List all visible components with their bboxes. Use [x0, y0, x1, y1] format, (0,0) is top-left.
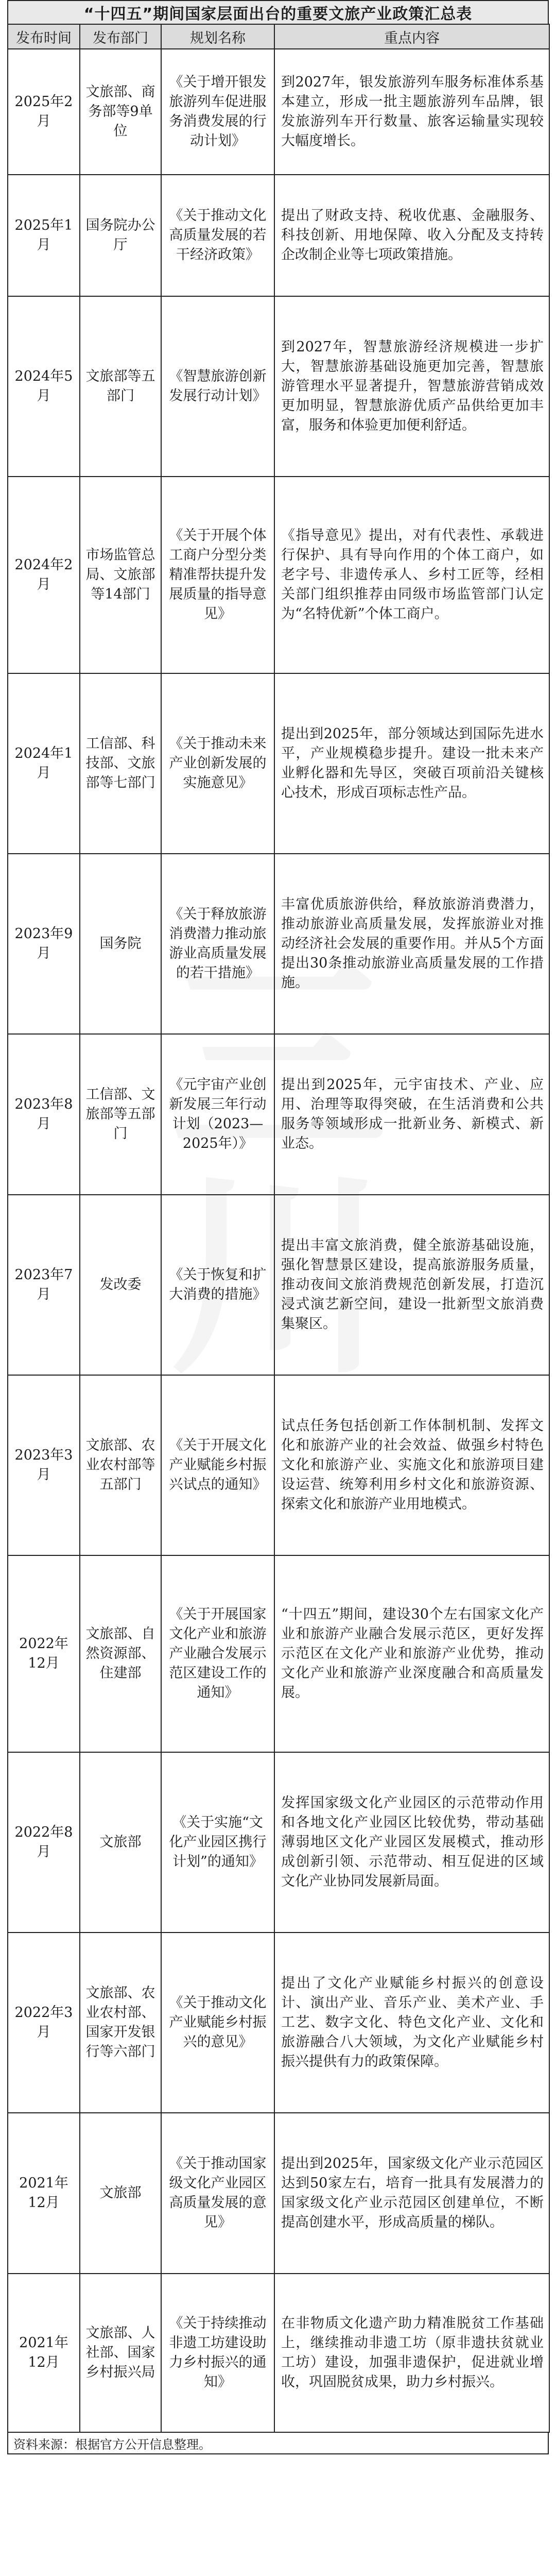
data-source-note: 资料来源：根据官方公开信息整理。 — [7, 2433, 549, 2454]
cell-date: 2024年2月 — [8, 477, 80, 673]
header-dept: 发布部门 — [80, 24, 161, 49]
cell-date: 2023年3月 — [8, 1375, 80, 1555]
table-title: “十四五”期间国家层面出台的重要文旅产业政策汇总表 — [7, 0, 549, 24]
cell-date: 2021年12月 — [8, 2113, 80, 2274]
cell-plan: 《关于推动文化高质量发展的若干经济政策》 — [161, 175, 274, 296]
cell-date: 2023年9月 — [8, 854, 80, 1034]
cell-plan: 《关于开展国家文化产业和旅游产业融合发展示范区建设工作的通知》 — [161, 1555, 274, 1752]
cell-plan: 《关于推动国家级文化产业园区高质量发展的意见》 — [161, 2113, 274, 2274]
table-row — [8, 49, 549, 175]
cell-dept: 文旅部、农业农村部、国家开发银行等六部门 — [80, 1933, 161, 2113]
cell-date: 2024年5月 — [8, 296, 80, 477]
cell-plan: 《关于开展个体工商户分型分类精准帮扶提升发展质量的指导意见》 — [161, 477, 274, 673]
table-row — [8, 673, 549, 854]
cell-content: 提出到2025年，国家级文化产业示范园区达到50家左右，培育一批具有发展潜力的国家级文化产业示范园区创建单位，不断提高创建水平，形成高质量的梯队。 — [274, 2113, 549, 2274]
table-row — [8, 1752, 549, 1933]
table-row — [8, 854, 549, 1034]
cell-content: 丰富优质旅游供给，释放旅游消费潜力，推动旅游业高质量发展，发挥旅游业对推动经济社会发展的重要作用。并从5个方面提出30条推动旅游业高质量发展的工作措施。 — [274, 854, 549, 1034]
cell-plan: 《元宇宙产业创新发展三年行动计划（2023—2025年）》 — [161, 1034, 274, 1195]
cell-date: 2025年1月 — [8, 175, 80, 296]
cell-date: 2023年7月 — [8, 1195, 80, 1375]
table-row — [8, 2274, 549, 2432]
cell-dept: 文旅部等五部门 — [80, 296, 161, 477]
table-row — [8, 1195, 549, 1375]
table-row — [8, 1034, 549, 1195]
cell-content: 提出丰富文旅消费，健全旅游基础设施，强化智慧景区建设，提高旅游服务质量，推动夜间文旅消费规范创新发展，打造沉浸式演艺新空间，建设一批新型文旅消费集聚区。 — [274, 1195, 549, 1375]
cell-dept: 文旅部、自然资源部、住建部 — [80, 1555, 161, 1752]
cell-date: 2022年8月 — [8, 1752, 80, 1933]
policy-table — [7, 24, 550, 2433]
table-row — [8, 2113, 549, 2274]
cell-content: 发挥国家级文化产业园区的示范带动作用和各地文化产业园区比较优势，带动基础薄弱地区文化产业园区发展模式，推动形成创新引领、示范带动、相互促进的区域文化产业协同发展新局面。 — [274, 1752, 549, 1933]
cell-plan: 《关于增开银发旅游列车促进服务消费发展的行动计划》 — [161, 49, 274, 175]
cell-content: 提出到2025年，部分领域达到国际先进水平，产业规模稳步提升。建设一批未来产业孵化器和先导区，突破百项前沿关键核心技术，形成百项标志性产品。 — [274, 673, 549, 854]
table-row — [8, 175, 549, 296]
cell-content: 《指导意见》提出，对有代表性、承载进行保护、具有导向作用的个体工商户，如老字号、非遗传承人、乡村工匠等，经相关部门组织推荐由同级市场监管部门认定为“名特优新”个体工商户。 — [274, 477, 549, 673]
cell-dept: 工信部、文旅部等五部门 — [80, 1034, 161, 1195]
policy-summary-page — [7, 0, 549, 2576]
cell-dept: 发改委 — [80, 1195, 161, 1375]
cell-date: 2022年3月 — [8, 1933, 80, 2113]
table-row — [8, 1933, 549, 2113]
table-row — [8, 1375, 549, 1555]
cell-plan: 《关于实施“文化产业园区携行计划”的通知》 — [161, 1752, 274, 1933]
header-row — [8, 24, 549, 49]
cell-dept: 工信部、科技部、文旅部等七部门 — [80, 673, 161, 854]
cell-content: 到2027年，智慧旅游经济规模进一步扩大，智慧旅游基础设施更加完善，智慧旅游管理水平显著提升，智慧旅游营销成效更加明显，智慧旅游优质产品供给更加丰富，服务和体验更加便利舒适。 — [274, 296, 549, 477]
cell-dept: 文旅部、人社部、国家乡村振兴局 — [80, 2274, 161, 2432]
cell-dept: 文旅部 — [80, 1752, 161, 1933]
cell-dept: 文旅部、农业农村部等五部门 — [80, 1375, 161, 1555]
header-date: 发布时间 — [8, 24, 80, 49]
header-plan: 规划名称 — [161, 24, 274, 49]
table-row — [8, 477, 549, 673]
cell-date: 2023年8月 — [8, 1034, 80, 1195]
cell-date: 2024年1月 — [8, 673, 80, 854]
cell-plan: 《智慧旅游创新发展行动计划》 — [161, 296, 274, 477]
cell-plan: 《关于推动未来产业创新发展的实施意见》 — [161, 673, 274, 854]
cell-dept: 市场监管总局、文旅部等14部门 — [80, 477, 161, 673]
table-row — [8, 1555, 549, 1752]
cell-content: 提出到2025年，元宇宙技术、产业、应用、治理等取得突破，在生活消费和公共服务等领域形成一批新业务、新模式、新业态。 — [274, 1034, 549, 1195]
cell-content: 提出了财政支持、税收优惠、金融服务、科技创新、用地保障、收入分配及支持转企改制企业等七项政策措施。 — [274, 175, 549, 296]
table-row — [8, 296, 549, 477]
header-content: 重点内容 — [274, 24, 549, 49]
cell-content: 提出了文化产业赋能乡村振兴的创意设计、演出产业、音乐产业、美术产业、手工艺、数字文化、特色文化产业、文化和旅游融合八大领域，为文化产业赋能乡村振兴提供有力的政策保障。 — [274, 1933, 549, 2113]
cell-plan: 《关于恢复和扩大消费的措施》 — [161, 1195, 274, 1375]
cell-plan: 《关于释放旅游消费潜力推动旅游业高质量发展的若干措施》 — [161, 854, 274, 1034]
cell-plan: 《关于开展文化产业赋能乡村振兴试点的通知》 — [161, 1375, 274, 1555]
cell-content: “十四五”期间，建设30个左右国家文化产业和旅游产业融合发展示范区，更好发挥示范区在文化产业和旅游产业优势，推动文化产业和旅游产业深度融合和高质量发展。 — [274, 1555, 549, 1752]
cell-dept: 国务院办公厅 — [80, 175, 161, 296]
cell-plan: 《关于推动文化产业赋能乡村振兴的意见》 — [161, 1933, 274, 2113]
cell-dept: 国务院 — [80, 854, 161, 1034]
cell-date: 2021年12月 — [8, 2274, 80, 2432]
cell-content: 在非物质文化遗产助力精准脱贫工作基础上，继续推动非遗工坊（原非遗扶贫就业工坊）建设，加强非遗保护，促进就业增收，巩固脱贫成果，助力乡村振兴。 — [274, 2274, 549, 2432]
cell-date: 2022年12月 — [8, 1555, 80, 1752]
cell-dept: 文旅部 — [80, 2113, 161, 2274]
cell-date: 2025年2月 — [8, 49, 80, 175]
cell-dept: 文旅部、商务部等9单位 — [80, 49, 161, 175]
cell-content: 试点任务包括创新工作体制机制、发挥文化和旅游产业的社会效益、做强乡村特色文化和旅游产业、实施文化和旅游项目建设运营、统筹利用乡村文化和旅游资源、探索文化和旅游产业用地模式。 — [274, 1375, 549, 1555]
cell-plan: 《关于持续推动非遗工坊建设助力乡村振兴的通知》 — [161, 2274, 274, 2432]
cell-content: 到2027年，银发旅游列车服务标准体系基本建立，形成一批主题旅游列车品牌，银发旅游列车开行数量、旅客运输量实现较大幅度增长。 — [274, 49, 549, 175]
